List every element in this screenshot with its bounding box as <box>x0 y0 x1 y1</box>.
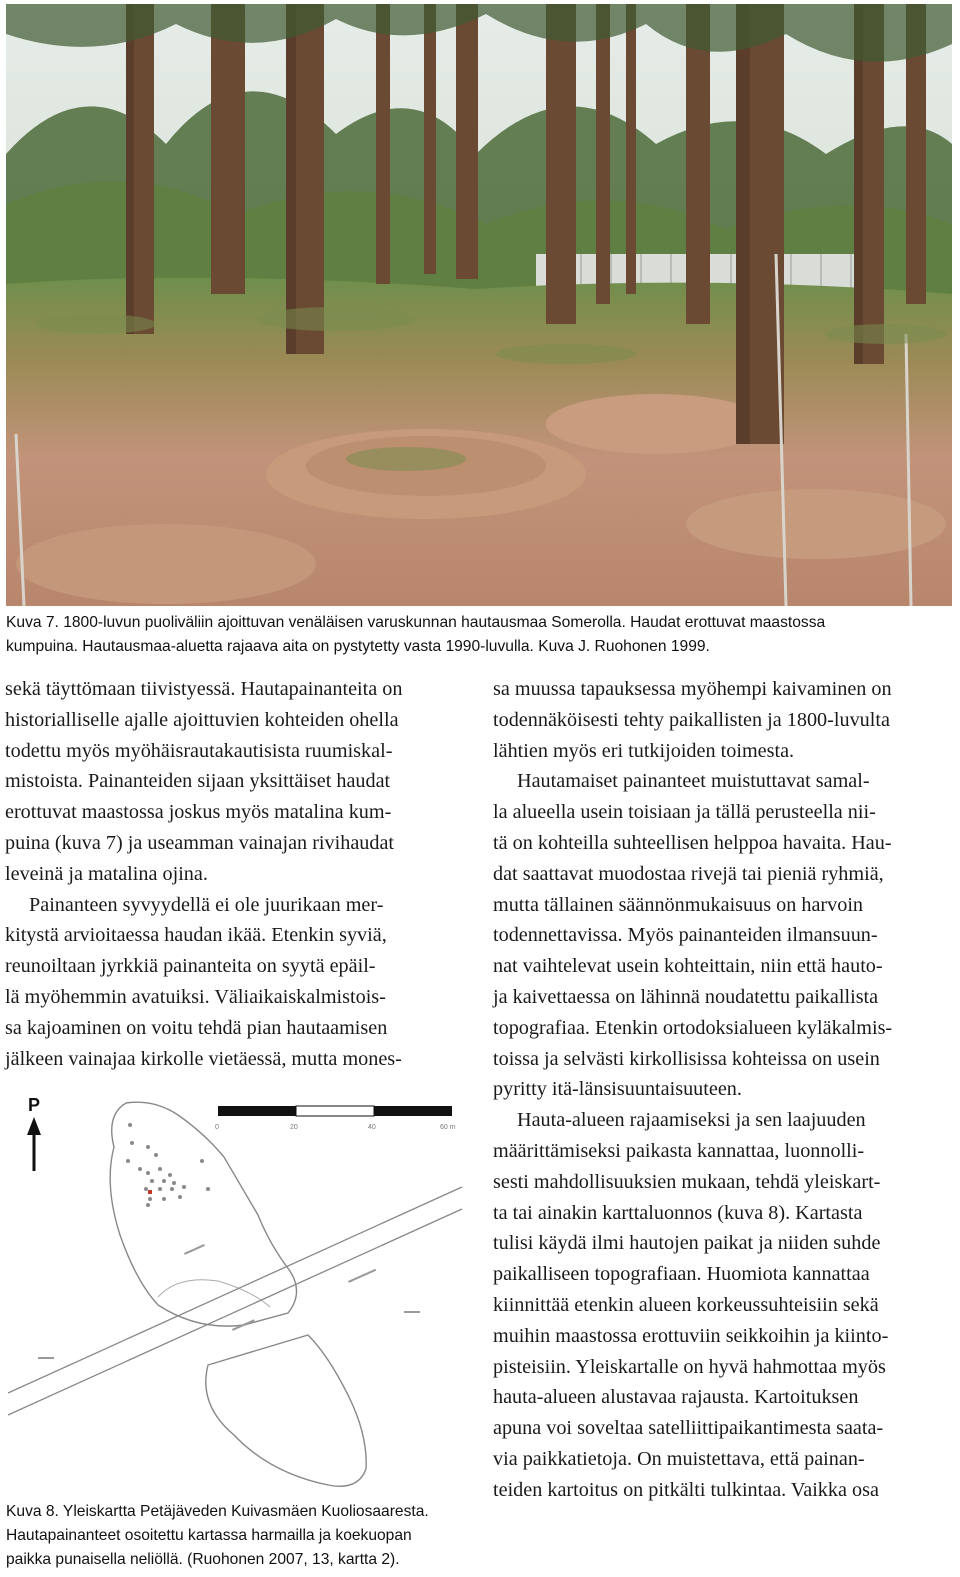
text-line: kitystä arvioitaessa haudan ikää. Etenkin syviä, <box>5 924 387 947</box>
test-pit-marker <box>148 1190 152 1194</box>
photo-illustration <box>6 4 952 606</box>
figure8-caption-line: Hautapainanteet osoitettu kartassa harmailla ja koekuopan <box>6 1527 412 1544</box>
site-map-drawing <box>8 1085 468 1495</box>
text-line: leveinä ja matalina ojina. <box>5 862 208 885</box>
scale-label: 20 <box>290 1124 298 1131</box>
map-annotations <box>38 1244 420 1359</box>
north-arrow-icon <box>27 1095 41 1171</box>
text-line: historialliselle ajalle ajoittuvien kohteiden ohella <box>5 708 399 731</box>
text-line: mistoista. Painanteiden sijaan yksittäiset haudat <box>5 770 391 793</box>
text-line: kiinnittää etenkin alueen korkeussuhteisiin sekä <box>493 1293 879 1316</box>
text-line: Hauta-alueen rajaamiseksi ja sen laajuuden <box>517 1109 866 1132</box>
text-line: reunoiltaan jyrkkiä painanteita on syytä epäil- <box>5 955 376 978</box>
text-line: tulisi käydä ilmi hautojen paikat ja niiden suhde <box>493 1232 881 1255</box>
forest-cemetery-photo <box>6 4 952 606</box>
text-line: via paikkatietoja. On muistettava, että painan- <box>493 1447 865 1470</box>
text-line: lä myöhemmin avatuiksi. Väliaikaiskalmistois- <box>5 985 386 1008</box>
text-line: apuna voi soveltaa satelliittipaikantimesta saata- <box>493 1417 884 1440</box>
scale-bar <box>215 1106 456 1131</box>
text-line: muihin maastossa erottuviin seikkoihin ja kiinto- <box>493 1324 889 1347</box>
scale-label: 40 <box>368 1124 376 1131</box>
text-line: todennettavissa. Myös painanteiden ilmansuun- <box>493 924 878 947</box>
text-line: puina (kuva 7) ja useamman vainajan rivihaudat <box>5 831 395 854</box>
text-line: mutta tällainen säännönmukaisuus on harvoin <box>493 893 864 916</box>
scale-label: 0 <box>215 1124 219 1131</box>
text-line: ta tai ainakin karttaluonnos (kuva 8). Kartasta <box>493 1201 863 1224</box>
site-map <box>8 1085 468 1495</box>
text-line: todennäköisesti tehty paikallisten ja 1800-luvulta <box>493 708 890 731</box>
text-line: Hautamaiset painanteet muistuttavat samal- <box>517 770 870 793</box>
figure7-caption-line: Kuva 7. 1800-luvun puoliväliin ajoittuvan venäläisen varuskunnan hautausmaa Somerolla. Haudat erottuvat maastossa <box>6 614 826 631</box>
text-line: pyritty itä-länsisuuntaisuuteen. <box>493 1078 742 1101</box>
text-line: määrittämiseksi paikasta kannattaa, luonnolli- <box>493 1139 865 1162</box>
figure8-caption-line: paikka punaisella neliöllä. (Ruohonen 2007, 13, kartta 2). <box>6 1551 400 1568</box>
text-line: dat saattavat muodostaa rivejä tai pieniä ryhmiä, <box>493 862 884 885</box>
svg-text:​: ​ <box>346 1253 349 1259</box>
text-line: tä on kohteilla suhteellisen helppoa havaita. Hau- <box>493 831 892 854</box>
footpath-line <box>158 1280 270 1307</box>
road <box>8 1187 462 1415</box>
text-line: erottuvat maastossa joskus myös matalina kum- <box>5 801 392 824</box>
figure7-caption-line: kumpuina. Hautausmaa-aluetta rajaava aita on pystytetty vasta 1990-luvulla. Kuva J. Ruohonen 1999. <box>6 638 710 655</box>
text-line: sa kajoaminen on voitu tehdä pian hautaamisen <box>5 1016 388 1039</box>
text-line: sa muussa tapauksessa myöhempi kaivaminen on <box>493 678 892 700</box>
text-line: la alueella usein toisiaan ja tällä perusteella nii- <box>493 801 876 824</box>
text-line: paikalliseen topografiaan. Huomiota kannattaa <box>493 1263 870 1286</box>
text-line: teiden kartoitus on pitkälti tulkintaa. Vaikka osa <box>493 1478 879 1501</box>
text-line: todettu myös myöhäisrautakautisista ruumiskal- <box>5 739 393 762</box>
text-line: ja kaivettaessa on lähinnä noudatettu paikallista <box>493 985 879 1008</box>
scale-label: 60 m <box>440 1124 456 1131</box>
figure8-caption <box>6 1500 476 1572</box>
text-line: nat vaihtelevat usein kohteittain, niin että hauto- <box>493 955 883 978</box>
text-line: lähtien myös eri tutkijoiden toimesta. <box>493 739 795 762</box>
island-outline <box>110 1102 366 1486</box>
text-line: Painanteen syvyydellä ei ole juurikaan mer- <box>29 893 384 916</box>
figure7-caption <box>6 611 952 659</box>
text-line: topografiaa. Etenkin ortodoksialueen kyläkalmis- <box>493 1016 893 1039</box>
text-line: sekä täyttömaan tiivistyessä. Hautapainanteita on <box>5 678 403 700</box>
text-line: hauta-alueen alustavaa rajausta. Kartoituksen <box>493 1386 859 1409</box>
figure8-caption-line: Kuva 8. Yleiskartta Petäjäveden Kuivasmäen Kuoliosaaresta. <box>6 1503 429 1520</box>
text-line: jälkeen vainajaa kirkolle vietäessä, mutta mones- <box>5 1047 402 1070</box>
text-column-left <box>5 674 475 1074</box>
north-label: P <box>28 1095 41 1115</box>
text-line: toissa ja selvästi kirkollisissa kohteissa on usein <box>493 1047 880 1070</box>
grave-depressions <box>126 1123 210 1207</box>
text-line: sesti mahdollisuuksien mukaan, tehdä yleiskart- <box>493 1170 881 1193</box>
text-column-right <box>493 674 953 1506</box>
text-line: pisteisiin. Yleiskartalle on hyvä hahmottaa myös <box>493 1355 886 1378</box>
